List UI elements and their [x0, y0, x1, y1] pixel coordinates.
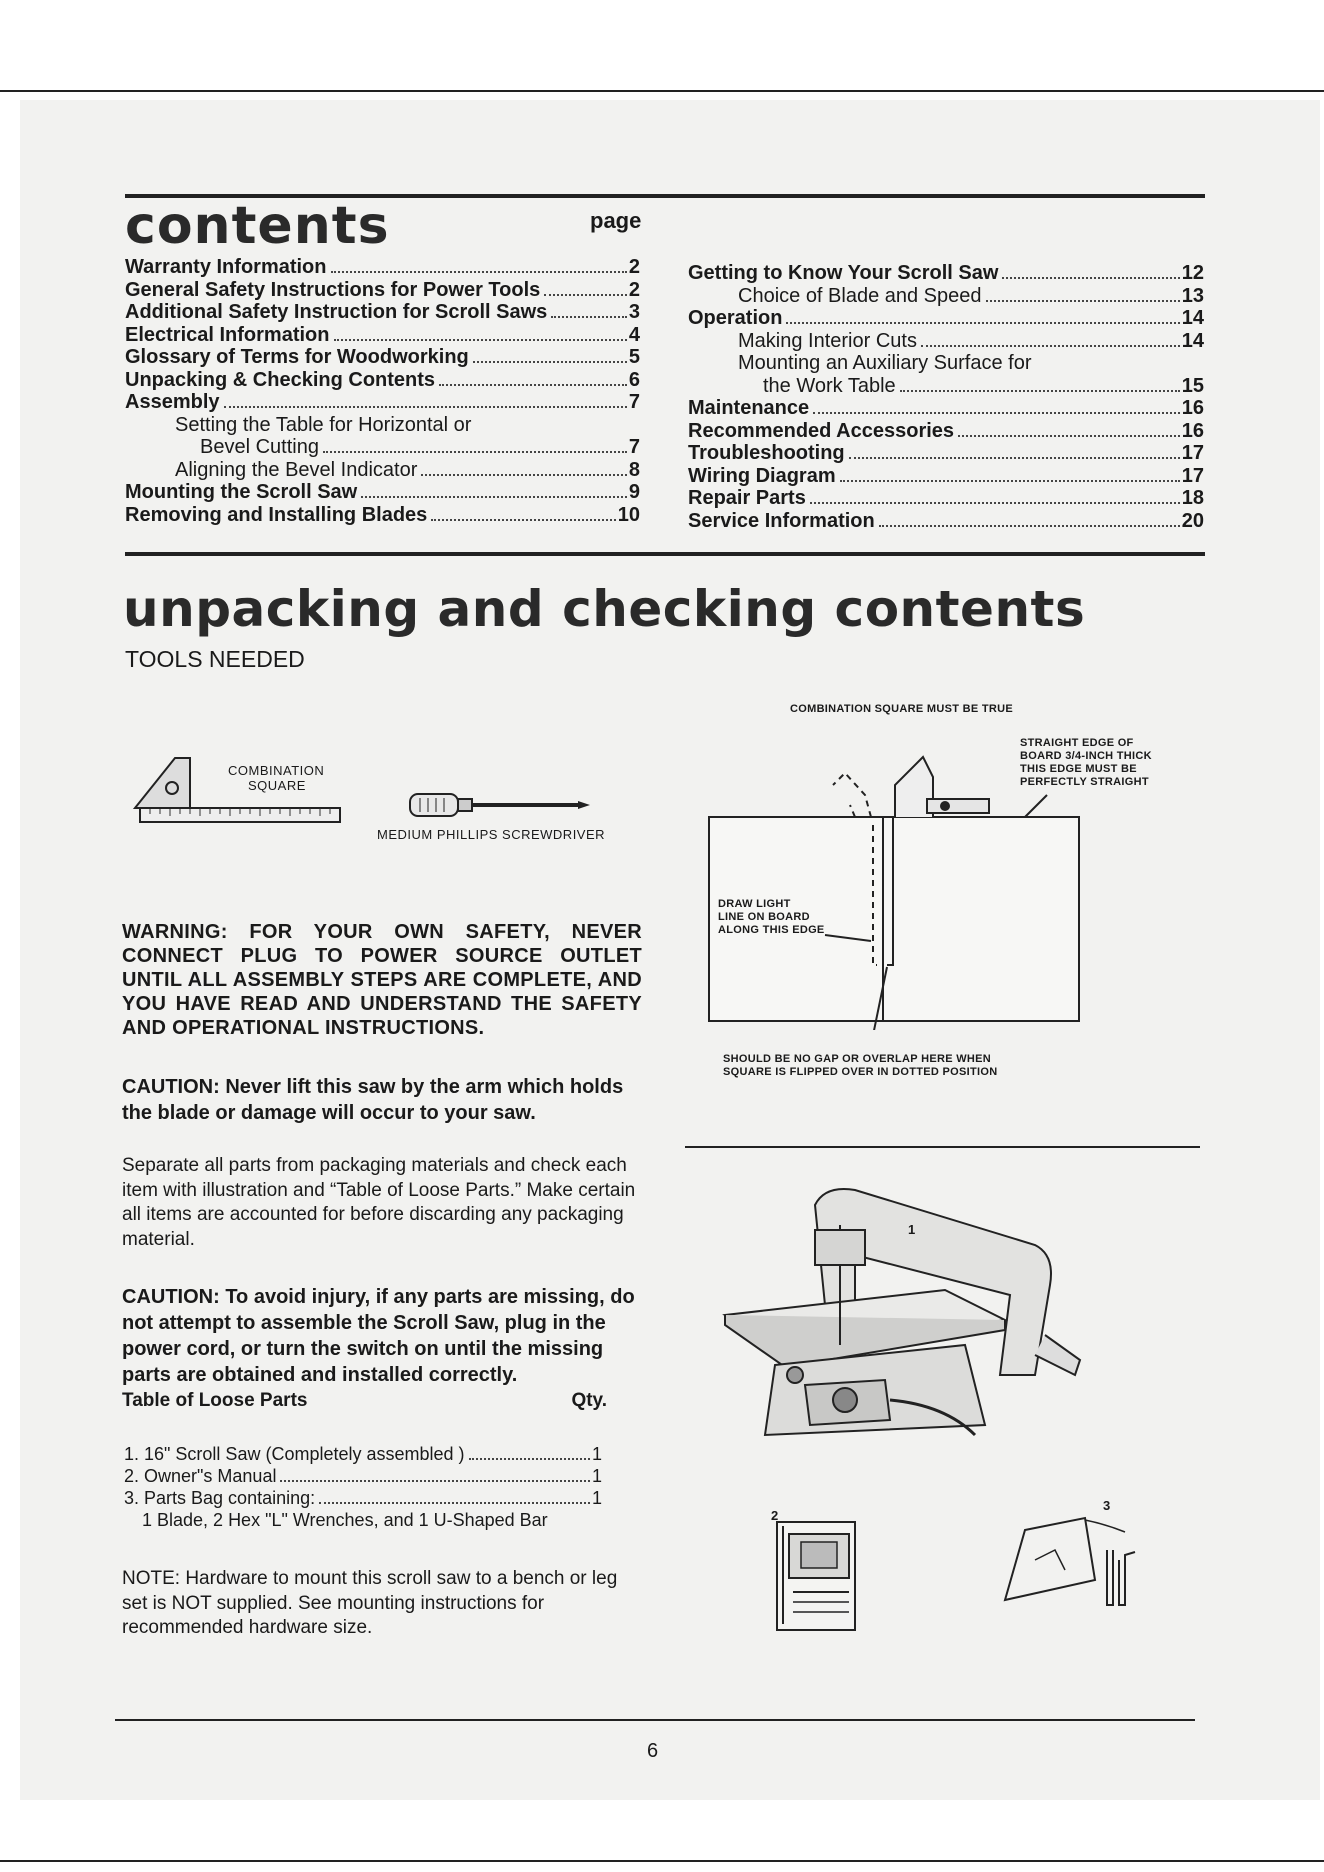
- caution-lift-text: CAUTION: Never lift this saw by the arm which holds the blade or damage will occur to your saw.: [122, 1076, 624, 1124]
- toc-entry-page: 9: [628, 481, 640, 503]
- toc-right-column: [688, 262, 1204, 532]
- toc-entry: [125, 459, 640, 482]
- edge-note-line-1: STRAIGHT EDGE OF: [1020, 737, 1134, 749]
- toc-entry: [688, 510, 1204, 533]
- toc-entry-title: Setting the Table for Horizontal or: [175, 413, 472, 436]
- toc-entry-title: Making Interior Cuts: [738, 329, 917, 352]
- toc-leader-dots: [810, 502, 1180, 504]
- diagram-separator-rule: [685, 1146, 1200, 1148]
- toc-entry: [125, 504, 640, 527]
- toc-entry: [688, 375, 1204, 398]
- toc-entry-page: 17: [1181, 442, 1204, 464]
- toc-leader-dots: [849, 457, 1180, 459]
- loose-part-label: 1. 16" Scroll Saw (Completely assembled ): [124, 1444, 465, 1464]
- separate-parts-text: Separate all parts from packaging materials and check each item with illustration and “Table of Loose Parts.” Make certain all items are accounted for before discarding any packaging material.: [122, 1155, 636, 1250]
- toc-entry-page: 17: [1181, 464, 1204, 487]
- toc-entry: [688, 442, 1204, 465]
- toc-entry: [688, 465, 1204, 488]
- toc-entry: [125, 324, 640, 347]
- loose-parts-heading: [122, 1390, 607, 1412]
- toc-leader-dots: [334, 339, 627, 341]
- toc-entry-title: Repair Parts: [688, 487, 806, 509]
- toc-leader-dots: [813, 412, 1180, 414]
- toc-entry: [125, 414, 640, 437]
- toc-entry-page: 5: [628, 346, 640, 368]
- bottom-border-line: [0, 1860, 1324, 1862]
- toc-entry: [688, 262, 1204, 285]
- toc-entry-page: 16: [1181, 419, 1204, 442]
- combination-square-label: COMBINATION: [228, 763, 325, 778]
- loose-part-qty: 1: [591, 1466, 602, 1486]
- contents-bottom-rule: [125, 552, 1205, 556]
- board-squaring-diagram: [705, 755, 1085, 1030]
- combination-square-label-2: SQUARE: [248, 778, 306, 793]
- toc-entry-page: 6: [628, 368, 640, 391]
- caution-missing-parts-text: CAUTION: To avoid injury, if any parts are missing, do not attempt to assemble the Scroll Saw, plug in the power cord, or turn the switch on until the missing parts are obtained and installed correctly.: [122, 1286, 635, 1386]
- toc-leader-dots: [786, 322, 1179, 324]
- toc-entry-page: 7: [628, 391, 640, 413]
- page-column-label: page: [590, 208, 642, 233]
- toc-leader-dots: [900, 390, 1180, 392]
- toc-entry: [688, 352, 1204, 375]
- toc-entry: [125, 481, 640, 504]
- combination-square-illustration: [130, 748, 345, 828]
- toc-entry: [125, 391, 640, 414]
- toc-entry-title: the Work Table: [763, 374, 896, 397]
- toc-entry-page: 13: [1181, 284, 1204, 307]
- toc-leader-dots: [331, 271, 627, 273]
- toc-entry-page: 14: [1181, 329, 1204, 352]
- section-title: unpacking and checking contents: [123, 580, 1086, 638]
- toc-entry: [688, 420, 1204, 443]
- loose-part-leader-dots: [469, 1458, 590, 1460]
- screwdriver-label: MEDIUM PHILLIPS SCREWDRIVER: [377, 827, 606, 842]
- loose-parts-title: Table of Loose Parts: [122, 1390, 308, 1411]
- bottom-note-line-2: SQUARE IS FLIPPED OVER IN DOTTED POSITION: [723, 1066, 998, 1078]
- loose-part-qty: 1: [591, 1488, 602, 1508]
- toc-entry: [125, 436, 640, 459]
- loose-part-label: 3. Parts Bag containing:: [124, 1488, 316, 1508]
- toc-entry-page: 20: [1181, 509, 1204, 532]
- toc-entry: [688, 285, 1204, 308]
- toc-entry-page: 14: [1181, 307, 1204, 329]
- toc-entry-title: Wiring Diagram: [688, 464, 836, 487]
- toc-left-column: [125, 256, 640, 526]
- toc-entry-title: Unpacking & Checking Contents: [125, 368, 436, 391]
- toc-entry-title: Electrical Information: [125, 323, 330, 346]
- toc-entry-title: Operation: [688, 307, 783, 329]
- toc-entry-title: Service Information: [688, 509, 875, 532]
- edge-note-line-2: BOARD 3/4-INCH THICK: [1020, 750, 1152, 762]
- toc-entry-title: Choice of Blade and Speed: [738, 284, 982, 307]
- toc-entry-page: 2: [628, 256, 640, 278]
- toc-entry-title: Maintenance: [688, 397, 810, 419]
- toc-leader-dots: [551, 316, 627, 318]
- warning-text: WARNING: FOR YOUR OWN SAFETY, NEVER CONNECT PLUG TO POWER SOURCE OUTLET UNTIL ALL ASSEMBLY STEPS ARE COMPLETE, AND YOU HAVE READ AND UNDERSTAND THE SAFETY AND OPERATIONAL INSTRUCTIONS.: [122, 921, 642, 1039]
- toc-entry-title: General Safety Instructions for Power Tools: [125, 278, 541, 301]
- draw-note-line-3: ALONG THIS EDGE: [718, 924, 825, 936]
- figure-number-bag: 3: [1103, 1498, 1111, 1513]
- draw-note-line-2: LINE ON BOARD: [718, 911, 810, 923]
- top-border-line: [0, 90, 1324, 92]
- toc-entry-page: 2: [628, 278, 640, 301]
- contents-title: contents: [125, 196, 390, 256]
- draw-note-line-1: DRAW LIGHT: [718, 898, 791, 910]
- toc-leader-dots: [921, 345, 1180, 347]
- loose-part-item: [124, 1488, 602, 1510]
- toc-leader-dots: [958, 435, 1180, 437]
- toc-leader-dots: [473, 361, 627, 363]
- toc-entry: [688, 307, 1204, 330]
- parts-bag-illustration: [995, 1510, 1145, 1610]
- toc-entry-title: Bevel Cutting: [200, 436, 319, 458]
- toc-leader-dots: [840, 480, 1180, 482]
- tools-needed-heading: TOOLS NEEDED: [125, 646, 305, 672]
- toc-entry: [688, 397, 1204, 420]
- screwdriver-illustration: [408, 788, 593, 824]
- toc-leader-dots: [361, 496, 627, 498]
- toc-entry-title: Recommended Accessories: [688, 419, 955, 442]
- footer-rule: [115, 1719, 1195, 1721]
- toc-leader-dots: [323, 451, 627, 453]
- figure-number-saw: 1: [908, 1222, 916, 1237]
- bottom-note-line-1: SHOULD BE NO GAP OR OVERLAP HERE WHEN: [723, 1053, 991, 1065]
- toc-entry-title: Mounting the Scroll Saw: [125, 481, 358, 503]
- toc-entry-page: 16: [1181, 397, 1204, 419]
- toc-entry-title: Aligning the Bevel Indicator: [175, 458, 418, 481]
- loose-part-item: [124, 1444, 602, 1466]
- loose-part-item: [124, 1466, 602, 1488]
- toc-entry-page: 8: [628, 458, 640, 481]
- toc-entry-page: 15: [1181, 374, 1204, 397]
- loose-part-sub-item: 1 Blade, 2 Hex "L" Wrenches, and 1 U-Shaped Bar: [142, 1510, 548, 1530]
- toc-entry: [125, 279, 640, 302]
- loose-parts-qty-label: Qty.: [571, 1390, 607, 1411]
- toc-leader-dots: [1002, 277, 1179, 279]
- toc-leader-dots: [986, 300, 1180, 302]
- toc-entry: [688, 330, 1204, 353]
- toc-leader-dots: [421, 474, 627, 476]
- toc-leader-dots: [431, 519, 615, 521]
- toc-entry-title: Additional Safety Instruction for Scroll Saws: [125, 301, 548, 323]
- owners-manual-illustration: [775, 1520, 857, 1632]
- toc-entry: [125, 256, 640, 279]
- page-number: 6: [647, 1740, 659, 1762]
- toc-entry: [125, 346, 640, 369]
- toc-entry-page: 12: [1181, 262, 1204, 284]
- diagram-top-caption: COMBINATION SQUARE MUST BE TRUE: [790, 703, 1013, 715]
- toc-entry-title: Warranty Information: [125, 256, 327, 278]
- loose-part-label: 2. Owner"s Manual: [124, 1466, 277, 1486]
- toc-entry-title: Assembly: [125, 391, 220, 413]
- toc-entry: [125, 369, 640, 392]
- toc-entry-page: 18: [1181, 487, 1204, 509]
- toc-entry-page: 7: [628, 436, 640, 458]
- edge-note-line-4: PERFECTLY STRAIGHT: [1020, 776, 1149, 788]
- note-text: NOTE: Hardware to mount this scroll saw to a bench or leg set is NOT supplied. See mounting instructions for recommended hardware size.: [122, 1568, 618, 1638]
- edge-note-line-3: THIS EDGE MUST BE: [1020, 763, 1137, 775]
- toc-entry-page: 4: [628, 323, 640, 346]
- toc-entry-title: Getting to Know Your Scroll Saw: [688, 262, 999, 284]
- figure-number-manual: 2: [771, 1508, 779, 1523]
- loose-parts-list: [124, 1444, 602, 1534]
- toc-entry-page: 3: [628, 301, 640, 323]
- toc-entry-title: Mounting an Auxiliary Surface for: [738, 352, 1032, 374]
- toc-entry: [125, 301, 640, 324]
- loose-part-leader-dots: [280, 1480, 590, 1482]
- loose-part-leader-dots: [319, 1502, 590, 1504]
- scroll-saw-illustration: [705, 1185, 1095, 1440]
- toc-entry: [688, 487, 1204, 510]
- toc-leader-dots: [544, 294, 627, 296]
- toc-entry-page: 10: [617, 503, 640, 526]
- toc-entry-title: Removing and Installing Blades: [125, 503, 428, 526]
- toc-entry-title: Troubleshooting: [688, 442, 845, 464]
- toc-leader-dots: [439, 384, 627, 386]
- toc-entry-title: Glossary of Terms for Woodworking: [125, 346, 469, 368]
- toc-leader-dots: [879, 525, 1180, 527]
- loose-part-qty: 1: [591, 1444, 602, 1464]
- toc-leader-dots: [224, 406, 627, 408]
